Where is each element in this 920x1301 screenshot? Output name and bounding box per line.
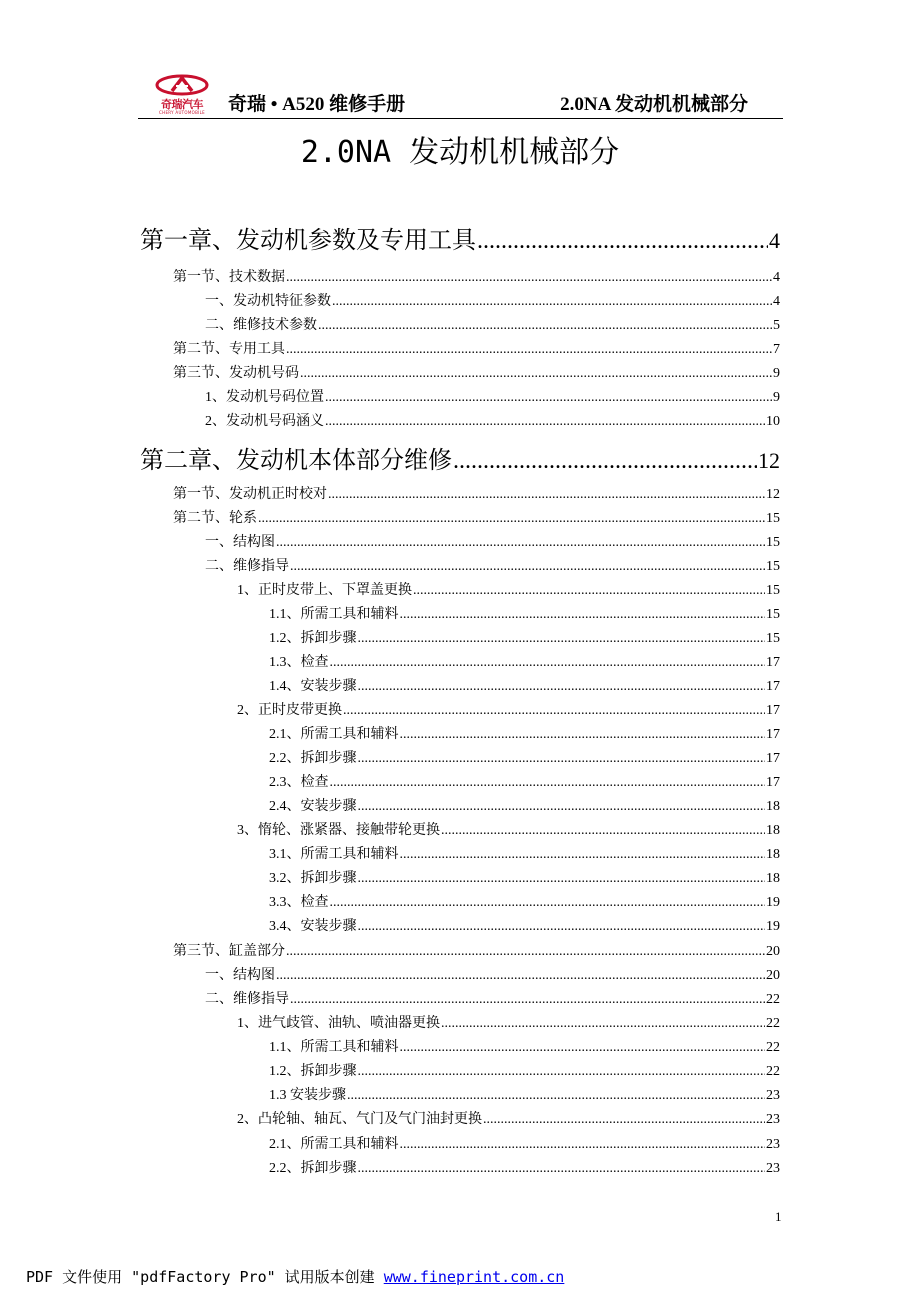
toc-leader xyxy=(290,560,765,574)
footer-text: PDF 文件使用 "pdfFactory Pro" 试用版本创建 xyxy=(26,1268,384,1286)
toc-leader xyxy=(276,536,765,550)
toc-entry-subsection[interactable] xyxy=(205,969,780,983)
toc-entry-subsection[interactable] xyxy=(205,560,780,574)
logo-chinese-text: 奇瑞汽车 xyxy=(161,98,203,111)
toc-entry-subitem[interactable] xyxy=(269,680,780,694)
toc-leader xyxy=(276,969,765,983)
toc-page: 4 xyxy=(769,228,780,253)
toc-leader xyxy=(325,391,772,405)
toc-label: 1.3 安装步骤 xyxy=(269,1088,346,1103)
toc-entry-chapter[interactable] xyxy=(140,229,780,253)
toc-label: 第二章、发动机本体部分维修 xyxy=(140,448,452,474)
toc-leader xyxy=(358,752,766,766)
toc-label: 1.1、所需工具和辅料 xyxy=(269,1040,399,1055)
toc-label: 第二节、专用工具 xyxy=(173,342,285,357)
toc-page: 4 xyxy=(773,294,780,309)
toc-page: 19 xyxy=(766,895,780,910)
toc-label: 3.1、所需工具和辅料 xyxy=(269,847,399,862)
toc-leader xyxy=(358,920,766,934)
toc-entry-section[interactable] xyxy=(173,945,780,959)
toc-entry-subitem[interactable] xyxy=(269,776,780,790)
toc-entry-subsection[interactable] xyxy=(205,415,780,429)
toc-page: 9 xyxy=(773,366,780,381)
toc-page: 10 xyxy=(766,414,780,429)
toc-leader xyxy=(358,632,766,646)
toc-page: 18 xyxy=(766,847,780,862)
toc-entry-subitem[interactable] xyxy=(269,1162,780,1176)
toc-entry-subsection[interactable] xyxy=(205,295,780,309)
toc-page: 12 xyxy=(766,487,780,502)
toc-entry-subsection[interactable] xyxy=(205,536,780,550)
toc-leader xyxy=(318,319,772,333)
toc-label: 第三节、发动机号码 xyxy=(173,366,299,381)
toc-leader xyxy=(400,728,766,742)
toc-entry-subitem[interactable] xyxy=(269,872,780,886)
toc-page: 17 xyxy=(766,775,780,790)
toc-page: 15 xyxy=(766,559,780,574)
toc-leader xyxy=(286,271,772,285)
toc-entry-subitem[interactable] xyxy=(269,1041,780,1055)
toc-label: 一、发动机特征参数 xyxy=(205,294,331,309)
toc-label: 2.2、拆卸步骤 xyxy=(269,1161,357,1176)
toc-label: 3.2、拆卸步骤 xyxy=(269,871,357,886)
toc-page: 9 xyxy=(773,390,780,405)
toc-leader xyxy=(332,295,772,309)
toc-entry-subsection[interactable] xyxy=(205,319,780,333)
toc-entry-subsection[interactable] xyxy=(205,391,780,405)
toc-leader xyxy=(358,680,766,694)
toc-entry-section[interactable] xyxy=(173,367,780,381)
toc-leader xyxy=(330,896,766,910)
toc-label: 1.2、拆卸步骤 xyxy=(269,1064,357,1079)
toc-page: 20 xyxy=(766,968,780,983)
toc-entry-chapter[interactable] xyxy=(140,449,780,473)
toc-entry-subitem[interactable] xyxy=(269,608,780,622)
toc-entry-subitem[interactable] xyxy=(269,896,780,910)
toc-leader xyxy=(328,488,765,502)
toc-label: 二、维修指导 xyxy=(205,992,289,1007)
logo-english-text: CHERY AUTOMOBILE xyxy=(159,110,205,115)
toc-label: 1.1、所需工具和辅料 xyxy=(269,607,399,622)
toc-leader xyxy=(441,1017,765,1031)
toc-entry-subitem[interactable] xyxy=(269,656,780,670)
toc-entry-section[interactable] xyxy=(173,488,780,502)
toc-page: 5 xyxy=(773,318,780,333)
page-number: 1 xyxy=(775,1209,782,1224)
toc-page: 22 xyxy=(766,1016,780,1031)
toc-label: 2.2、拆卸步骤 xyxy=(269,751,357,766)
toc-leader xyxy=(258,512,765,526)
toc-entry-subitem[interactable] xyxy=(269,920,780,934)
toc-entry-subsection[interactable] xyxy=(205,993,780,1007)
toc-leader xyxy=(325,415,765,429)
toc-label: 1、正时皮带上、下罩盖更换 xyxy=(237,583,412,598)
toc-page: 15 xyxy=(766,631,780,646)
toc-entry-item[interactable] xyxy=(237,1017,780,1031)
toc-page: 23 xyxy=(766,1088,780,1103)
toc-label: 2、凸轮轴、轴瓦、气门及气门油封更换 xyxy=(237,1112,482,1127)
toc-entry-section[interactable] xyxy=(173,271,780,285)
toc-page: 15 xyxy=(766,535,780,550)
toc-label: 一、结构图 xyxy=(205,968,275,983)
toc-leader xyxy=(453,449,757,473)
toc-label: 第三节、缸盖部分 xyxy=(173,944,285,959)
toc-label: 一、结构图 xyxy=(205,535,275,550)
toc-label: 2.4、安装步骤 xyxy=(269,799,357,814)
toc-label: 2、发动机号码涵义 xyxy=(205,414,324,429)
toc-label: 第一章、发动机参数及专用工具 xyxy=(140,228,476,254)
toc-entry-item[interactable] xyxy=(237,584,780,598)
toc-entry-item[interactable] xyxy=(237,824,780,838)
toc-leader xyxy=(290,993,765,1007)
toc-label: 2.1、所需工具和辅料 xyxy=(269,727,399,742)
toc-leader xyxy=(286,945,765,959)
toc-entry-subitem[interactable] xyxy=(269,1065,780,1079)
toc-page: 18 xyxy=(766,823,780,838)
toc-page: 23 xyxy=(766,1112,780,1127)
toc-entry-item[interactable] xyxy=(237,704,780,718)
toc-page: 17 xyxy=(766,751,780,766)
toc-label: 3.4、安装步骤 xyxy=(269,919,357,934)
toc-label: 第一节、发动机正时校对 xyxy=(173,487,327,502)
toc-entry-subitem[interactable] xyxy=(269,728,780,742)
toc-page: 4 xyxy=(773,270,780,285)
toc-leader xyxy=(400,1041,766,1055)
toc-page: 22 xyxy=(766,1064,780,1079)
toc-page: 17 xyxy=(766,655,780,670)
toc-page: 22 xyxy=(766,992,780,1007)
toc-label: 二、维修技术参数 xyxy=(205,318,317,333)
toc-leader xyxy=(358,872,766,886)
toc-page: 17 xyxy=(766,727,780,742)
toc-leader xyxy=(400,848,766,862)
toc-leader xyxy=(300,367,772,381)
toc-label: 1.3、检查 xyxy=(269,655,329,670)
toc-leader xyxy=(441,824,765,838)
toc-entry-subitem[interactable] xyxy=(269,632,780,646)
toc-label: 2.1、所需工具和辅料 xyxy=(269,1137,399,1152)
toc-page: 20 xyxy=(766,944,780,959)
toc-page: 23 xyxy=(766,1137,780,1152)
toc-page: 17 xyxy=(766,703,780,718)
toc-entry-section[interactable] xyxy=(173,512,780,526)
document-title: 2.0NA 发动机机械部分 xyxy=(300,135,620,170)
toc-page: 15 xyxy=(766,583,780,598)
manual-title: 奇瑞 • A520 维修手册 xyxy=(228,94,406,115)
toc-page: 23 xyxy=(766,1161,780,1176)
toc-page: 15 xyxy=(766,607,780,622)
toc-leader xyxy=(330,776,766,790)
toc-page: 12 xyxy=(758,448,780,473)
toc-leader xyxy=(330,656,766,670)
toc-entry-subitem[interactable] xyxy=(269,800,780,814)
toc-leader xyxy=(483,1113,765,1127)
toc-leader xyxy=(477,229,768,253)
toc-label: 第二节、轮系 xyxy=(173,511,257,526)
toc-leader xyxy=(343,704,765,718)
toc-leader xyxy=(358,1162,766,1176)
toc-page: 17 xyxy=(766,679,780,694)
toc-label: 1.4、安装步骤 xyxy=(269,679,357,694)
toc-leader xyxy=(413,584,765,598)
toc-page: 18 xyxy=(766,871,780,886)
toc-label: 2.3、检查 xyxy=(269,775,329,790)
toc-label: 1.2、拆卸步骤 xyxy=(269,631,357,646)
toc-page: 7 xyxy=(773,342,780,357)
toc-label: 3、惰轮、涨紧器、接触带轮更换 xyxy=(237,823,440,838)
toc-leader xyxy=(347,1089,765,1103)
toc-label: 2、正时皮带更换 xyxy=(237,703,342,718)
toc-leader xyxy=(400,608,766,622)
toc-leader xyxy=(358,800,766,814)
pdf-footer xyxy=(26,1266,564,1287)
toc-page: 22 xyxy=(766,1040,780,1055)
section-title: 2.0NA 发动机机械部分 xyxy=(560,94,748,115)
toc-page: 18 xyxy=(766,799,780,814)
toc-entry-subitem[interactable] xyxy=(269,1138,780,1152)
toc-label: 二、维修指导 xyxy=(205,559,289,574)
toc-entry-subitem[interactable] xyxy=(269,848,780,862)
toc-label: 3.3、检查 xyxy=(269,895,329,910)
toc-entry-subitem[interactable] xyxy=(269,752,780,766)
toc-entry-item[interactable] xyxy=(237,1113,780,1127)
toc-leader xyxy=(400,1138,766,1152)
toc-entry-section[interactable] xyxy=(173,343,780,357)
toc-leader xyxy=(286,343,772,357)
toc-leader xyxy=(358,1065,766,1079)
toc-label: 第一节、技术数据 xyxy=(173,270,285,285)
toc-label: 1、发动机号码位置 xyxy=(205,390,324,405)
footer-link[interactable]: www.fineprint.com.cn xyxy=(383,1268,565,1286)
toc-page: 19 xyxy=(766,919,780,934)
toc-entry-subitem[interactable] xyxy=(269,1089,780,1103)
toc-page: 15 xyxy=(766,511,780,526)
toc-label: 1、进气歧管、油轨、喷油器更换 xyxy=(237,1016,440,1031)
